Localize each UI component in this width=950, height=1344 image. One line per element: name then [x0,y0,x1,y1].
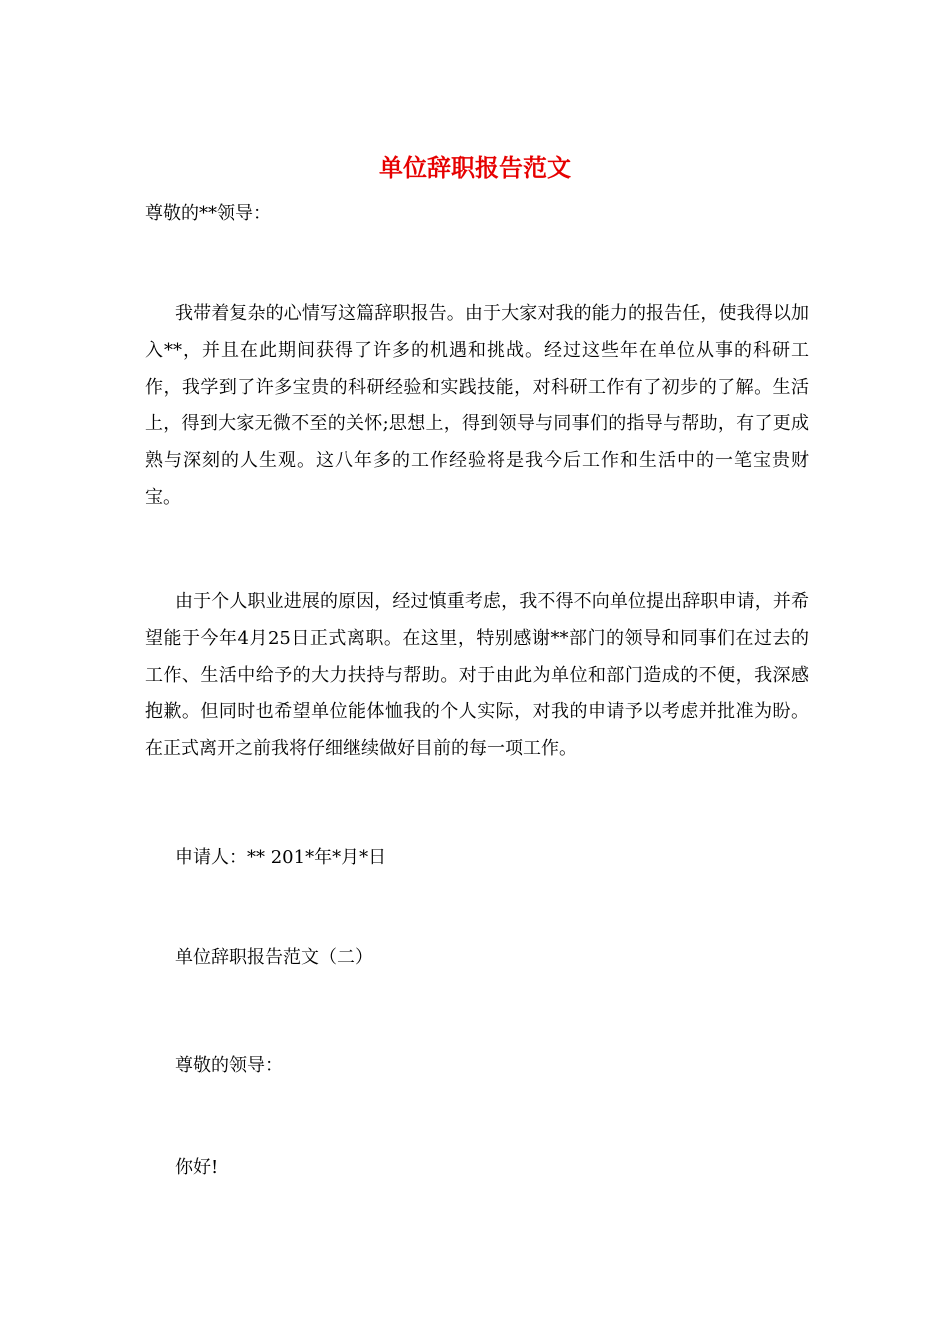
signature-line: 申请人：** 201*年*月*日 [175,847,387,868]
paragraph-1: 我带着复杂的心情写这篇辞职报告。由于大家对我的能力的报告任，使我得以加入**，并且在此期间获得了许多的机遇和挑战。经过这些年在单位从事的科研工作，我学到了许多宝贵的科研经验和实践技能，对科研工作有了初步的了解。生活上，得到大家无微不至的关怀;思想上，得到领导与同事们的指导与帮助，有了更成熟与深刻的人生观。这八年多的工作经验将是我今后工作和生活中的一笔宝贵财宝。 [145,303,809,508]
second-document-title: 单位辞职报告范文（二） [175,947,373,968]
salutation: 尊敬的**领导： [145,203,271,224]
greeting: 你好! [175,1157,219,1178]
second-salutation: 尊敬的领导： [175,1055,283,1076]
document-title: 单位辞职报告范文 [379,153,571,182]
paragraph-2: 由于个人职业进展的原因，经过慎重考虑，我不得不向单位提出辞职申请，并希望能于今年4月25日正式离职。在这里，特别感谢**部门的领导和同事们在过去的工作、生活中给予的大力扶持与帮助。对于由此为单位和部门造成的不便，我深感抱歉。但同时也希望单位能体恤我的个人实际，对我的申请予以考虑并批准为盼。在正式离开之前我将仔细继续做好目前的每一项工作。 [145,591,809,760]
